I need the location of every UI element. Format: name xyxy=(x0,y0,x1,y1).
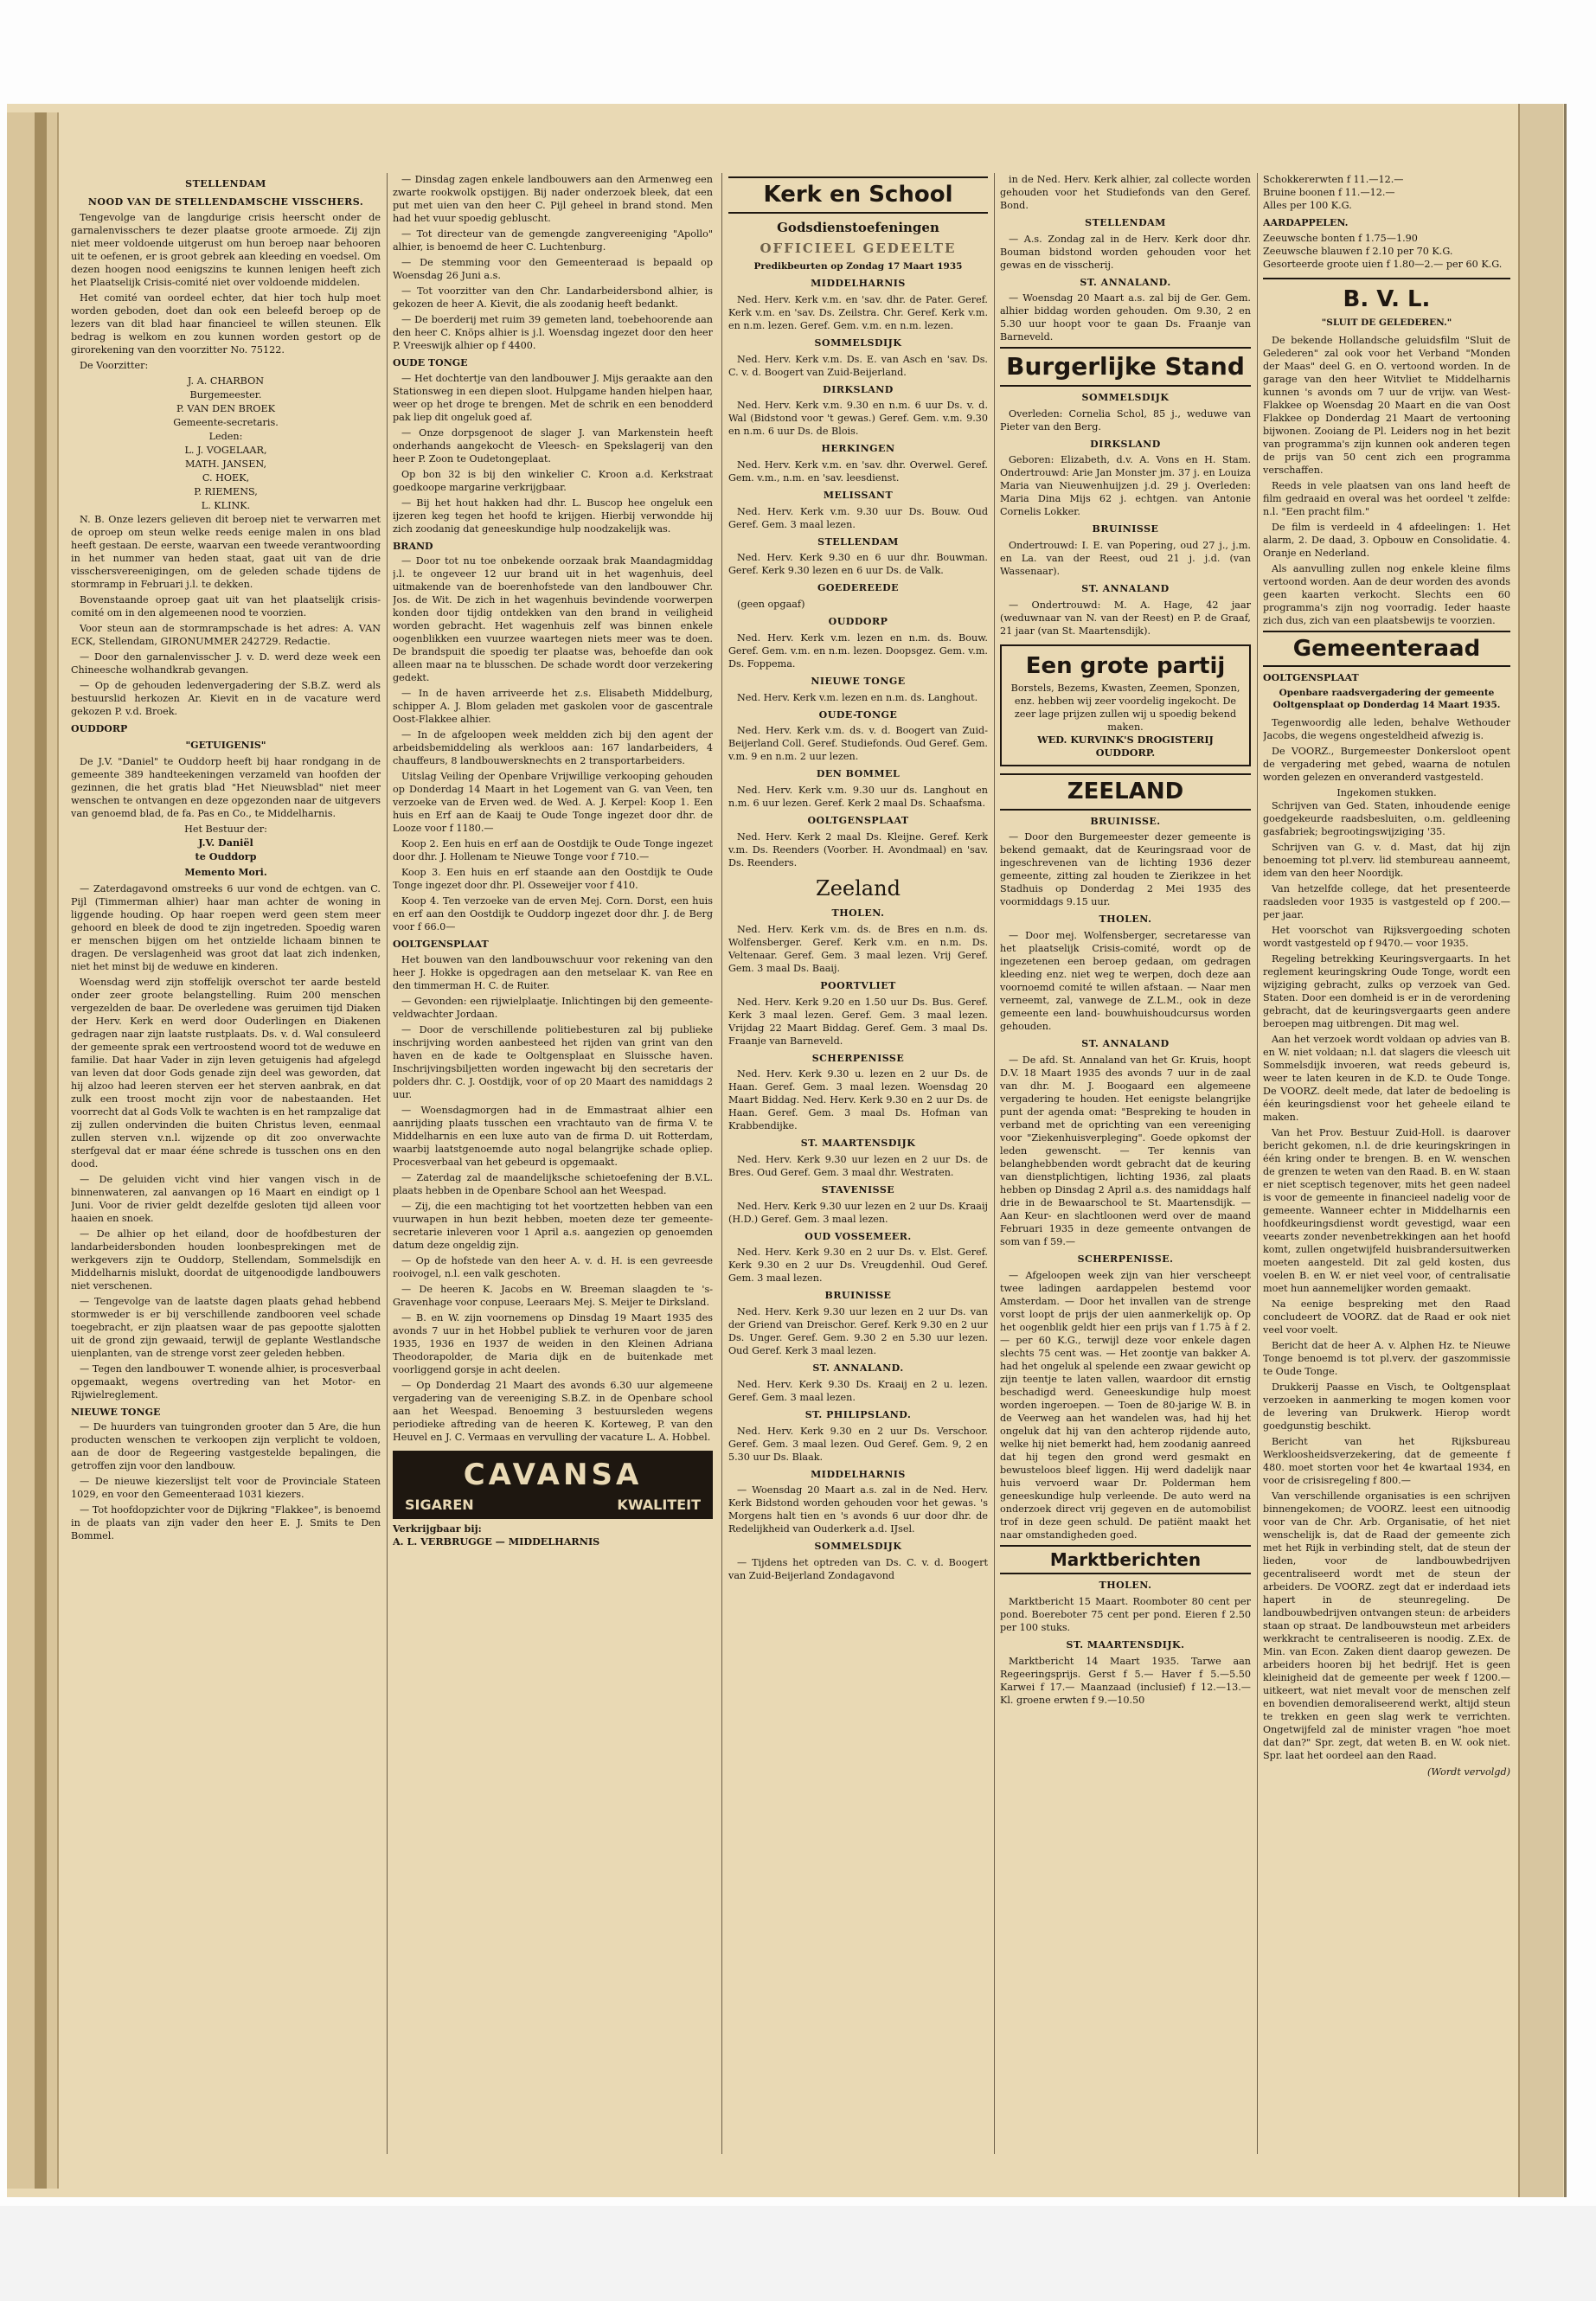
place-heading: THOLEN. xyxy=(1099,1580,1152,1592)
section-banner: ZEELAND xyxy=(1000,773,1251,811)
market-line: Bruine boonen f 11.—12.— xyxy=(1263,187,1395,198)
article-paragraph: Overleden: Cornelia Schol, 85 j., weduwe van Pieter van den Berg. xyxy=(1000,407,1251,433)
article-paragraph: Uitslag Veiling der Openbare Vrijwillige verkooping gehouden op Donderdag 14 Maart in het Logement van G. van Veen, ten verzoeke van de Erven wed. de Wed. A. J. Kerpel: Koop 1. Een huis en Erf aan de Kaaij te Oude Tonge ingezet door dhr. de Looze voor f 1180.— xyxy=(393,771,713,835)
place-heading: GOEDEREEDE xyxy=(817,582,900,594)
section-subtitle: Godsdienstoefeningen xyxy=(777,219,939,235)
church-list xyxy=(728,278,988,869)
signature-line: P. RIEMENS, xyxy=(194,486,258,498)
section-official: OFFICIEEL GEDEELTE xyxy=(760,240,957,256)
ad-dealer: A. L. VERBRUGGE — MIDDELHARNIS xyxy=(393,1535,600,1548)
article-paragraph: — De huurders van tuingronden grooter dan 5 Are, die hun producten wenschen te verkoopen zijn verplicht te voldoen, aan de door de Regeering vastgestelde bepalingen, die getroffen zijn voor den landbouw. xyxy=(71,1421,381,1472)
place-heading: MIDDELHARNIS xyxy=(811,1468,906,1480)
place-heading: OUDE-TONGE xyxy=(818,708,898,721)
article-paragraph: — Ondertrouwd: M. A. Hage, 42 jaar (weduwnaar van N. van der Reest) en P. de Graaf, 21 jaar (van St. Maartensdijk). xyxy=(1000,599,1251,637)
article-paragraph: Van hetzelfde college, dat het presenteerde raadsleden voor 1935 is vastgesteld op f 200.— per jaar. xyxy=(1263,883,1510,921)
place-heading: OUD VOSSEMEER. xyxy=(804,1230,912,1242)
region-heading: Zeeland xyxy=(816,875,901,901)
article-paragraph: De Voorzitter: xyxy=(80,360,149,372)
article-paragraph: — Het dochtertje van den landbouwer J. Mijs geraakte aan den Stationsweg in een diepen sloot. Hulpgame handen hielpen haar, weer op het droge te brengen. Met de schrik en een benodderd pak liep dit ongeluk goed af. xyxy=(393,372,713,423)
article-paragraph: Van het Prov. Bestuur Zuid-Holl. is daarover bericht gekomen, n.l. de drie keuringskringen in één kring onder te brengen. B. en W. wenschen de grenzen te weten van den Raad. B. en W. staan er niet sceptisch tegenover, mits het geen nadeel is voor de gemeente in financieel nadelig voor de gemeente. Wanneer echter in Middelharnis een hoofdkeuringsdienst wordt gevestigd, waar een veearts zonder nevenbetrekkingen aan het hoofd komt, zullen ongetwijfeld huisbrandersuitwerken moeten aangesteld. Dit zal geld kosten, dus voelen B. en W. er niet veel voor, of centralisatie moet hun aannemelijker worden gemaakt. xyxy=(1263,1127,1510,1295)
place-heading: BRUINISSE xyxy=(824,1290,892,1302)
article-paragraph: Schrijven van G. v. d. Mast, dat hij zijn benoeming tot pl.verv. lid stembureau aanneemt, idem van den heer Noordijk. xyxy=(1263,842,1510,880)
place-heading: OOLTGENSPLAAT xyxy=(1263,672,1359,684)
section-subtitle: "SLUIT DE GELEDEREN." xyxy=(1321,317,1452,328)
article-paragraph: De bekende Hollandsche geluidsfilm "Sluit de Gelederen" zal ook voor het Verband "Monden der Maas" deel G. en O. vertoond worden. In de garage van den heer Witvliet te Middelharnis kunnen 's avonds om 7 uur de vrijw. van West-Flakkee op Woensdag 20 Maart en die van Oost Flakkee op Donderdag 21 Maart de vertooning bijwonen. Zooiang de Pl. Leiders nog in het bezit van programma's zijn kunnen ook anderen tegen de prijs van 50 cent zich een programma verschaffen. xyxy=(1263,334,1510,476)
column-rule xyxy=(1257,173,1258,2154)
scan-bottom-margin xyxy=(0,2206,1596,2301)
article-paragraph: Ned. Herv. Kerk v.m. 9.30 uur ds. Langhout en n.m. 6 uur lezen. Geref. Kerk 2 maal Ds. Schaafsma. xyxy=(728,785,988,810)
place-heading: STAVENISSE xyxy=(821,1183,895,1195)
article-paragraph: Aan het verzoek wordt voldaan op advies van B. en W. niet voldaan; n.l. dat slagers die vleesch uit Sommelsdijk invoeren, wat reeds gebeurd is, weer te laten keuren in de K.D. te Oude Tonge. De VOORZ. deelt mede, dat later de bedoeling is één keuringsdienst voor het geheele eiland te maken. xyxy=(1263,1034,1510,1124)
place-heading: THOLEN. xyxy=(831,907,885,920)
article-paragraph: — Door de verschillende politiebesturen zal bij publieke inschrijving worden aanbesteed het rijden van grint van den haven en de kade te Ooltgensplaat en Sluissche haven. Inschrijvingsbiljetten worden ingewacht bij den secretaris der polders dhr. C. J. Oostdijk, voor of op 20 Maart des namiddags 2 uur. xyxy=(393,1024,713,1101)
article-paragraph: De film is verdeeld in 4 afdeelingen: 1. Het alarm, 2. De daad, 3. Opbouw en Consolidatie. 4. Oranje en Nederland. xyxy=(1263,521,1510,559)
place-heading: OUDDORP xyxy=(828,616,888,628)
article-paragraph: Op bon 32 is bij den winkelier C. Kroon a.d. Kerkstraat goedkoope margarine verkrijgbaar. xyxy=(393,468,713,493)
article-paragraph: Regeling betrekking Keuringsvergaarts. In het reglement keuringskring Oude Tonge, wordt een wijziging gebracht, zulks op verzoek van Ged. Staten. Door een domheid is er in de verordening gebracht, dat de keuringsvergaarts geen andere beroepen mag uitbrengen. Dit mag wel. xyxy=(1263,953,1510,1030)
article-paragraph: N. B. Onze lezers gelieven dit beroep niet te verwarren met de oproep om steun welke reeds eenige malen in ons blad heeft gestaan. De eerste, waarvan een tweede verantwoording in het nummer van heden staat, gaat uit van de drie visschersvereenigingen, om de geleden schade tijdens de stormramp in Februari j.l. te dekken. xyxy=(71,514,381,591)
place-heading: ST. ANNALAND. xyxy=(812,1362,904,1375)
signature-line: J.V. Daniël xyxy=(198,836,253,849)
article-paragraph: Drukkerij Paasse en Visch, te Ooltgensplaat verzoeken in aanmerking te mogen komen voor de levering van Drukwerk. Hierop wordt goedgunstig beschikt. xyxy=(1263,1381,1510,1433)
place-heading: OOLTGENSPLAAT xyxy=(807,815,909,827)
section-banner: Gemeenteraad xyxy=(1263,631,1510,668)
article-paragraph: Ned. Herv. Kerk 9.30 uur lezen en 2 uur Ds. van der Griend van Dreischor. Geref. Kerk 9.30 en 2 uur Ds. Unger. Geref. Gem. 9.30 2 en 5.30 uur lezen. Oud Geref. Kerk 3 maal lezen. xyxy=(728,1306,988,1357)
article-paragraph: Ned. Herv. Kerk v.m. ds. de Bres en n.m. ds. Wolfensberger. Geref. Kerk v.m. en n.m. Ds. Veltenaar. Geref. Gem. 3 maal lezen. Vrij Geref. Gem. 3 maal Ds. Baaij. xyxy=(728,923,988,974)
article-paragraph: — Dinsdag zagen enkele landbouwers aan den Armenweg een zwarte rookwolk opstijgen. Bij nader onderzoek bleek, dat een put met uien van den heer C. Pijl geheel in brand stond. Men had het vuur spoedig gebluscht. xyxy=(393,174,713,224)
market-line: Alles per 100 K.G. xyxy=(1263,200,1352,211)
section-banner: Kerk en School xyxy=(728,176,988,214)
ad-tagline xyxy=(396,1496,709,1514)
market-line: Zeeuwsche blauwen f 2.10 per 70 K.G. xyxy=(1263,245,1453,257)
ad-shop: WED. KURVINK'S DROGISTERIJ xyxy=(1037,733,1214,746)
article-paragraph: Van verschillende organisaties is een schrijven binnengekomen; de VOORZ. leest een uitnoodig voor van de Chr. Arb. Organisatie, of het niet wenschelijk is, dat de Raad der gemeente zich met het Rijk in verbinding stelt, dat de steun der lieden, voor de landbouwbedrijven gecentraliseerd wordt met de steun der arbeiders. De VOORZ. zegt dat er inderdaad iets hapert in de steunregeling. De landbouwbedrijven ontvangen steun: de arbeiders staan op straat. De landbouwsteun met arbeiders werkkracht te centraliseeren is noodig. Z.Ex. de Min. van Econ. Zaken dient daarop gewezen. De arbeiders hooren bij het bedrijf. Het is geen kleinigheid dat de gemeente per week f 1200.— uitkeert, wat niet mevalt voor de menschen zelf en bovendien demoraliseerend werkt, altijd steun te trekken en geen slag werk te verrichten. Ongetwijfeld zal de minister vragen "hoe moet dat dan?" Spr. zegt, dat weten B. en W. ook niet. Spr. laat het oordeel aan den Raad. xyxy=(1263,1490,1510,1762)
article-paragraph: Ned. Herv. Kerk 9.30 en 2 uur Ds. Verschoor. Geref. Gem. 3 maal lezen. Oud Geref. Gem. 9, 2 en 5.30 uur Ds. Blaak. xyxy=(728,1425,988,1463)
article-paragraph: — Op Donderdag 21 Maart des avonds 6.30 uur algemeene vergadering van de vereeniging S.B.Z. in de Openbare school aan het Weespad. Benoeming 3 bestuursleden wegens periodieke aftreding van de heeren K. Korteweg, P. van den Heuvel en J. C. Vermaas en vervulling der vacature L. A. Hobbel. xyxy=(393,1380,713,1444)
article-paragraph: — De boerderij met ruim 39 gemeten land, toebehoorende aan den heer C. Knöps alhier is j.l. Woensdag ingezet door den heer P. Vreeswijk alhier op f 4400. xyxy=(393,314,713,351)
article-paragraph: — B. en W. zijn voornemens op Dinsdag 19 Maart 1935 des avonds 7 uur in het Hobbel publiek te verhuren voor de jaren 1935, 1936 en 1937 de weiden in den Kleinen Adriana Theodorapolder, de Maria dijk en de buitenkade met voorliggend gorsje in acht deelen. xyxy=(393,1312,713,1376)
signature-line: Burgemeester. xyxy=(189,389,262,401)
place-heading: SCHERPENISSE xyxy=(811,1052,905,1064)
column-2 xyxy=(393,173,713,2154)
sermon-date: Predikbeurten op Zondag 17 Maart 1935 xyxy=(753,261,963,272)
ad-title: Een grote partij xyxy=(1025,652,1226,679)
article-paragraph: De VOORZ., Burgemeester Donkersloot opent de vergadering met gebed, waarna de notulen worden gelezen en onveranderd vastgesteld. xyxy=(1263,746,1510,784)
article-paragraph: — A.s. Zondag zal in de Herv. Kerk door dhr. Bouman bidstond worden gehouden voor het gewas en de visscherij. xyxy=(1000,233,1251,271)
signature-line: C. HOEK, xyxy=(202,472,250,484)
article-paragraph: — De geluiden vicht vind hier vangen visch in de binnenwateren, zal aanvangen op 16 Maart en eindigt op 1 Juni. Voor de rivier geldt dezelfde gesloten tijd alleen voor haaien en snoek. xyxy=(71,1173,381,1224)
ad-text: Borstels, Bezems, Kwasten, Zeemen, Sponzen, enz. hebben wij zeer voordelig ingekocht. De zeer lage prijzen zullen wij u spoedig bekend maken. xyxy=(1010,682,1240,733)
article-paragraph: Ned. Herv. Kerk 9.30 en 2 uur Ds. v. Elst. Geref. Kerk 9.30 en 2 uur Ds. Vreugdenhil. Oud Geref. Gem. 3 maal lezen. xyxy=(728,1247,988,1285)
signature-line: P. VAN DEN BROEK xyxy=(176,403,275,415)
article-title: Openbare raadsvergadering der gemeente Ooltgensplaat op Donderdag 14 Maart 1935. xyxy=(1272,688,1501,711)
column-4 xyxy=(1000,173,1251,2154)
section-banner: Marktberichten xyxy=(1000,1545,1251,1575)
place-heading: HERKINGEN xyxy=(821,443,895,455)
place-heading: STELLENDAM xyxy=(1085,217,1166,228)
divider xyxy=(1263,278,1510,279)
article-paragraph: Ned. Herv. Kerk v.m. ds. v. d. Boogert van Zuid-Beijerland Coll. Geref. Studiefonds. Oud Geref. Gem. v.m. 9 en n.m. 2 uur lezen. xyxy=(728,725,988,763)
article-paragraph: Ned. Herv. Kerk 9.30 uur lezen en 2 uur Ds. Kraaij (H.D.) Geref. Gem. 3 maal lezen. xyxy=(728,1200,988,1225)
signature-line: Leden: xyxy=(208,431,243,443)
article-paragraph: — Op de hofstede van den heer A. v. d. H. is een gevreesde rooivogel, n.l. een valk geschoten. xyxy=(393,1255,713,1280)
article-paragraph: Ondertrouwd: I. E. van Popering, oud 27 j., j.m. en La. van der Reest, oud 21 j. j.d. (van Wassenaar). xyxy=(1000,540,1251,578)
article-paragraph: — Tengevolge van de laatste dagen plaats gehad hebbend stormweder is er bij verschillende zandbooren veel schade toegebracht, er zijn plaatsen waar de pas gepootte sjalotten uit de grond zijn gewaaid, terwijl de geplante Westlandsche uienplanten, van de strenge vorst zeer geleden hebben. xyxy=(71,1295,381,1359)
place-heading: ST. ANNALAND. xyxy=(1080,276,1171,288)
article-paragraph: Marktbericht 15 Maart. Roomboter 80 cent per pond. Boereboter 75 cent per pond. Eieren f 2.50 per 100 stuks. xyxy=(1000,1596,1251,1634)
article-paragraph: Schrijven van Ged. Staten, inhoudende eenige goedgekeurde raadsbesluiten, o.m. geldleening gasfabriek; begrootingswijziging '35. xyxy=(1263,800,1510,838)
signature-line: Het Bestuur der: xyxy=(184,823,267,835)
article-title: "GETUIGENIS" xyxy=(185,740,266,752)
article-paragraph: Koop 2. Een huis en erf aan de Oostdijk te Oude Tonge ingezet door dhr. J. Hollenam te Nieuwe Tonge voor f 710.— xyxy=(393,838,713,863)
signature-line: J. A. CHARBON xyxy=(187,375,265,388)
ad-tagline-left: SIGAREN xyxy=(405,1496,474,1513)
place-heading: OOLTGENSPLAAT xyxy=(393,939,489,951)
place-heading: ST. PHILIPSLAND. xyxy=(804,1408,912,1420)
newspaper-content xyxy=(71,173,1511,2154)
place-heading: NIEUWE TONGE xyxy=(811,675,906,687)
place-heading: SOMMELSDIJK xyxy=(814,1541,902,1553)
article-paragraph: — Tijdens het optreden van Ds. C. v. d. Boogert van Zuid-Beijerland Zondagavond xyxy=(728,1557,988,1582)
article-paragraph: — In de haven arriveerde het z.s. Elisabeth Middelburg, schipper A. J. Blom geladen met gaskolen voor de gascentrale Oost-Flakkee alhier. xyxy=(393,688,713,726)
article-paragraph: — Tot directeur van de gemengde zangvereeniging "Apollo" alhier, is benoemd de heer C. Luchtenburg. xyxy=(393,228,713,253)
place-heading: POORTVLIET xyxy=(820,979,896,991)
article-paragraph: — Op de gehouden ledenvergadering der S.B.Z. werd als bestuurslid herkozen Ar. Kievit en in de vacature werd gekozen P. v.d. Broek. xyxy=(71,680,381,718)
place-heading: AARDAPPELEN. xyxy=(1263,217,1349,228)
column-rule xyxy=(721,173,722,2154)
subheading: Ingekomen stukken. xyxy=(1336,787,1437,799)
cigar-advertisement xyxy=(393,1451,713,1519)
article-paragraph: Koop 4. Ten verzoeke van de erven Mej. Corn. Dorst, een huis en erf aan den Oostdijk te Ouddorp ingezet door dhr. J. de Berg voor f 66.0— xyxy=(393,895,713,933)
signature-line: te Ouddorp xyxy=(195,849,257,862)
article-paragraph: — De afd. St. Annaland van het Gr. Kruis, hoopt D.V. 18 Maart 1935 des avonds 7 uur in de zaal van dhr. M. J. Boogaard een algemeene vergadering te houden. Het eenigste belangrijke punt der agenda omat: "Bespreking te houden in verband met de oprichting van een vereeniging voor "Ziekenhuisverpleging". Goede opkomst der leden gewenscht. — Ter kennis van belanghebbenden wordt gebracht dat de keuring van dienstplichtigen, lichting 1936, zal plaats hebben op Dinsdag 2 April a.s. des namiddags half drie in de Bewaarschool te St. Maartensdijk. — Aan Keur- en slachtloonen werd over de maand Februari 1935 in deze gemeente ontvangen de som van f 59.— xyxy=(1000,1054,1251,1247)
place-heading: MIDDELHARNIS xyxy=(811,278,906,290)
place-heading: DIRKSLAND xyxy=(823,383,894,395)
article-paragraph: Tegenwoordig alle leden, behalve Wethouder Jacobs, die wegens ongesteldheid afwezig is. xyxy=(1263,717,1510,742)
article-paragraph: Als aanvulling zullen nog enkele kleine films vertoond worden. Aan de deur worden des avonds geen kaarten verkocht. Slechts een 60 programma's zijn nog voorradig. Ieder haaste zich dus, zich van een plaatsbewijs te voorzien. xyxy=(1263,562,1510,626)
ad-tagline-right: KWALITEIT xyxy=(617,1496,701,1513)
article-title: Memento Mori. xyxy=(184,866,267,878)
place-heading: SOMMELSDIJK xyxy=(814,336,902,349)
article-paragraph: Ned. Herv. Kerk v.m. en 'sav. dhr. Overwel. Geref. Gem. v.m., n.m. en 'sav. leesdienst. xyxy=(728,459,988,484)
article-paragraph: — Door mej. Wolfensberger, secretaresse van het plaatselijk Crisis-comité, wordt op de ingezetenen een beroep gedaan, om gedragen kleeding enz. niet weg te werpen, doch deze aan voornoemd comité te willen afstaan. — Naar men verneemt, zal, vanwege de Z.L.M., ook in deze gemeente een land- bouwhuishoudcursus worden gehouden. xyxy=(1000,930,1251,1033)
section-banner: Burgerlijke Stand xyxy=(1000,347,1251,387)
place-heading: ST. MAARTENSDIJK xyxy=(800,1138,916,1150)
article-paragraph: Ned. Herv. Kerk 9.30 uur lezen en 2 uur Ds. de Bres. Oud Geref. Gem. 3 maal dhr. Westraten. xyxy=(728,1153,988,1178)
place-heading: ST. ANNALAND xyxy=(1081,1038,1170,1050)
article-paragraph: — Zij, die een machtiging tot het voortzetten hebben van een vuurwapen in hun bezit hebben, moeten deze ter gemeente-secretarie inleveren voor 1 April a.s. aangezien op genoemden datum deze ongeldig zijn. xyxy=(393,1201,713,1252)
article-paragraph: — Onze dorpsgenoot de slager J. van Markenstein heeft onderhands aangekocht de Vleesch- en Spekslagerij van den heer P. Zoon te Oudetongeplaat. xyxy=(393,426,713,465)
article-paragraph: Ned. Herv. Kerk 9.30 en 6 uur dhr. Bouwman. Geref. Kerk 9.30 lezen en 6 uur Ds. de Valk. xyxy=(728,552,988,577)
signature-line: Gemeente-secretaris. xyxy=(173,417,279,429)
place-heading: MELISSANT xyxy=(823,490,894,502)
article-paragraph: — Woensdag 20 Maart a.s. zal bij de Ger. Gem. alhier biddag worden gehouden. Om 9.30, 2 en 5.30 uur hoopt voor te gaan Ds. Fraanje van Barneveld. xyxy=(1000,292,1251,343)
binding-shadow xyxy=(35,112,47,2189)
section-banner: B. V. L. xyxy=(1343,285,1431,312)
article-paragraph: — Door den Burgemeester dezer gemeente is bekend gemaakt, dat de Keuringsraad voor de ingeschrevenen van de lichting 1936 dezer gemeente, zitting zal houden te Zierikzee in het Stadhuis op Donderdag 2 Mei 1935 des voormiddags 9.15 uur. xyxy=(1000,831,1251,908)
ad-brand: CAVANSA xyxy=(463,1458,643,1493)
place-heading: DEN BOMMEL xyxy=(816,768,901,780)
column-1 xyxy=(71,173,381,2154)
signature-line: L. KLINK. xyxy=(201,500,251,512)
article-paragraph: Het voorschot van Rijksvergoeding schoten wordt vastgesteld op f 9470.— voor 1935. xyxy=(1263,925,1510,950)
article-paragraph: Ned. Herv. Kerk 2 maal Ds. Kleijne. Geref. Kerk v.m. Ds. Reenders (Voorber. H. Avondmaal) en 'sav. Ds. Reenders. xyxy=(728,830,988,868)
article-paragraph: Voor steun aan de stormrampschade is het adres: A. VAN ECK, Stellendam, GIRONUMMER 242729. Redactie. xyxy=(71,623,381,648)
article-paragraph: Ned. Herv. Kerk 9.20 en 1.50 uur Ds. Bus. Geref. Kerk 3 maal lezen. Geref. Gem. 3 maal lezen. Vrijdag 22 Maart Biddag. Geref. Gem. 3 maal Ds. Fraanje van Barneveld. xyxy=(728,996,988,1047)
civil-registry-list xyxy=(1000,392,1251,638)
article-paragraph: — Zaterdag zal de maandelijksche schietoefening der B.V.L. plaats hebben in de Openbare School aan het Weespad. xyxy=(393,1172,713,1197)
article-title: NOOD VAN DE STELLENDAMSCHE VISSCHERS. xyxy=(87,195,364,208)
article-paragraph: Het comité van oordeel echter, dat hier toch hulp moet worden geboden, doet dan ook een beleefd beroep op de lezers van dit blad haar financieel te willen steunen. Elk bedrag is welkom en zou kunnen worden gestort op de girorekening van den voorzitter No. 75122. xyxy=(71,292,381,356)
article-paragraph: in de Ned. Herv. Kerk alhier, zal collecte worden gehouden voor het Studiefonds van den Geref. Bond. xyxy=(1000,174,1251,211)
market-line: Gesorteerde groote uien f 1.80—2.— per 60 K.G. xyxy=(1263,258,1503,270)
article-paragraph: Ned. Herv. Kerk 9.30 u. lezen en 2 uur Ds. de Haan. Geref. Gem. 3 maal lezen. Woensdag 20 Maart Biddag. Ned. Herv. Kerk 9.30 en 2 uur Ds. de Haan. Geref. Gem. 3 maal Ds. Hofman van Krabbendijke. xyxy=(728,1068,988,1132)
article-paragraph: Woensdag werd zijn stoffelijk overschot ter aarde besteld onder zeer groote belangstelling. Ruim 200 menschen vergezelden de baar. De overledene was geruimen tijd Diaken der Herv. Kerk en werd door Ouderlingen en Diakenen gedragen naar zijn laatste rustplaats. Ds. v. d. Wal consuleerd der gemeente sprak een vertroostend woord tot de weduwe en familie. Dat haar Vader in zijn leven getuigenis had afgelegd van leven dat door Gods genade zijn deel was geworden, dat hij alzoo had leeren sterven eer het sterven aanbrak, en dat zulk een troost mocht zijn voor de nabestaanden. Het voorrecht dat al Gods Volk te wachten is en het rampzalige dat zij zullen ondervinden die buiten Christus leven, eenmaal zullen sterven v.n.l. wijzende op dit zoo onverwachte sterfgeval dat er maar ééne schrede is tusschen ons en den dood. xyxy=(71,976,381,1170)
article-paragraph: — Woensdag 20 Maart a.s. zal in de Ned. Herv. Kerk Bidstond worden gehouden voor het gewas. 's Morgens halt tien en 's avonds 6 uur door dhr. de Redelijkheid van Ouderkerk a.d. IJsel. xyxy=(728,1484,988,1535)
zeeland-news-list xyxy=(1000,816,1251,1541)
place-heading: STELLENDAM xyxy=(185,178,266,189)
column-rule xyxy=(387,173,388,2154)
article-paragraph: — Door tot nu toe onbekende oorzaak brak Maandagmiddag j.l. te ongeveer 12 uur brand uit in het wagenhuis, deel uitmakende van de boerenhofstede van den landbouwer Chr. Jos. de Wit. De zich in het wagenhuis bevindende voorwerpen konden door tijdig ontdekken van den brand in veiligheid worden gebracht. Het wagenhuis zelf was binnen enkele oogenblikken een vuurzee waartegen niets meer was te doen. De brandspuit die spoedig ter plaatse was, behoefde dan ook alleen maar na te blusschen. De schade wordt door verzekering gedekt. xyxy=(393,555,713,684)
church-list-zeeland xyxy=(728,907,988,1582)
place-heading: STELLENDAM xyxy=(817,535,899,548)
place-heading: BRAND xyxy=(393,540,433,552)
place-heading: SCHERPENISSE. xyxy=(1077,1253,1174,1265)
place-heading: DIRKSLAND xyxy=(1090,438,1161,450)
ad-availability: Verkrijgbaar bij: xyxy=(393,1522,482,1535)
article-paragraph: Ned. Herv. Kerk v.m. en 'sav. dhr. de Pater. Geref. Kerk v.m. en 'sav. Ds. Zeilstra. Chr. Geref. Kerk v.m. en n.m. lezen. Geref. Gem. v.m. en n.m. lezen. xyxy=(728,293,988,331)
place-heading: ST. MAARTENSDIJK. xyxy=(1066,1639,1185,1651)
article-paragraph: Marktbericht 14 Maart 1935. Tarwe aan Regeeringsprijs. Gerst f 5.— Haver f 5.—5.50 Karwei f 17.— Maanzaad (inclusief) f 12.—13.— Kl. groene erwten f 9.—10.50 xyxy=(1000,1655,1251,1706)
place-heading: OUDDORP xyxy=(71,723,128,735)
place-heading: ST. ANNALAND xyxy=(1081,583,1170,595)
article-paragraph: De J.V. "Daniel" te Ouddorp heeft bij haar rondgang in de gemeente 389 handteekeningen verzameld van hoofden der gezinnen, die het gratis blad "Het Nieuwsblad" niet meer wenschen te ontvangen en deze opgezonden naar de uitgevers van genoemd blad, de fa. Pas en Co., te Middelharnis. xyxy=(71,755,381,819)
article-paragraph: Bericht dat de heer A. v. Alphen Hz. te Nieuwe Tonge benoemd is tot pl.verv. der gaszommissie te Oude Tonge. xyxy=(1263,1340,1510,1378)
article-paragraph: Ned. Herv. Kerk 9.30 Ds. Kraaij en 2 u. lezen. Geref. Gem. 3 maal lezen. xyxy=(728,1378,988,1403)
article-paragraph: Tengevolge van de langdurige crisis heerscht onder de garnalenvisschers te dezer plaatse groote armoede. Zij zijn niet meer voldoende uitgerust om hun beroep naar behooren uit te oefenen, er is groot gebrek aan kleeding en voedsel. Om dezen hoogen nood eenigszins te kunnen lenigen heeft zich het Plaatselijk Crisis-comité niet over voldoende middelen. xyxy=(71,212,381,289)
article-paragraph: Na eenige bespreking met den Raad concludeert de VOORZ. dat de Raad er ook niet veel voor voelt. xyxy=(1263,1298,1510,1336)
market-line: Zeeuwsche bonten f 1.75—1.90 xyxy=(1263,232,1418,244)
article-paragraph: Koop 3. Een huis en erf staande aan den Oostdijk te Oude Tonge ingezet door dhr. Pl. Osseweijer voor f 410. xyxy=(393,867,713,892)
article-paragraph: Reeds in vele plaatsen van ons land heeft de film gedraaid en overal was het oordeel 't zelfde: n.l. "Een pracht film." xyxy=(1263,479,1510,517)
place-heading: BRUINISSE xyxy=(1092,523,1159,535)
article-paragraph: — Zaterdagavond omstreeks 6 uur vond de echtgen. van C. Pijl (Timmerman alhier) haar man achter de woning in liggende houding. Op haar roepen werd geen stem meer gehoord en bleek de dood te zijn ingetreden. Spoedig waren er menschen bijgen om het ontzielde lichaam binnen te dragen. De verslagenheid was groot dat laat zich indenken, niet het minst bij de weduwe en kinderen. xyxy=(71,882,381,972)
article-paragraph: Ned. Herv. Kerk v.m. 9.30 en n.m. 6 uur Ds. v. d. Wal (Bidstond voor 't gewas.) Geref. Gem. v.m. 9.30 en n.m. 6 uur Ds. de Blois. xyxy=(728,400,988,438)
article-paragraph: Ned. Herv. Kerk v.m. lezen en n.m. ds. Bouw. Geref. Gem. v.m. en n.m. lezen. Doopsgez. Gem. v.m. Ds. Foppema. xyxy=(728,631,988,670)
article-paragraph: Het bouwen van den landbouwschuur voor rekening van den heer J. Hokke is opgedragen aan den metselaar K. van Ree en den timmerman H. C. de Ruiter. xyxy=(393,954,713,992)
article-paragraph: — De alhier op het eiland, door de hoofdbesturen der landarbeidersbonden houden loonbesprekingen met de werkgevers zijn te Ouddorp, Stellendam, Sommelsdijk en Middelharnis mislukt, doordat de uitgenoodigde landbouwers niet verschenen. xyxy=(71,1227,381,1292)
article-paragraph: — De stemming voor den Gemeenteraad is bepaald op Woensdag 26 Juni a.s. xyxy=(393,257,713,281)
drugstore-advertisement xyxy=(1000,644,1251,766)
column-5 xyxy=(1263,173,1510,2154)
article-paragraph: — Tot hoofdopzichter voor de Dijkring "Flakkee", is benoemd in de plaats van zijn vader den heer E. J. Smits te Den Bommel. xyxy=(71,1504,381,1542)
article-paragraph: (geen opgaaf) xyxy=(737,599,805,611)
binding-spine xyxy=(7,112,59,2189)
article-paragraph: — Tot voorzitter van den Chr. Landarbeidersbond alhier, is gekozen de heer A. Kievit, die als zoodanig heeft bedankt. xyxy=(393,285,713,310)
article-paragraph: Ned. Herv. Kerk v.m. 9.30 uur Ds. Bouw. Oud Geref. Gem. 3 maal lezen. xyxy=(728,505,988,530)
column-rule xyxy=(994,173,995,2154)
column-3 xyxy=(728,173,988,2154)
article-paragraph: — Afgeloopen week zijn van hier verscheept twee ladingen aardappelen bestemd voor Amsterdam. — Door het invallen van de strenge vorst loopt de prijs der uien aanmerkelijk op. Op het oogenblik geldt hier een prijs van f 1.75 à f 2.— per 60 K.G., terwijl deze voor enkele dagen slechts 75 cent was. — Het zoontje van bakker A. had het ongeluk al spelende een zwaar gewicht op zijn teentje te laten vallen, waardoor dit ernstig beschadigd werd. Geneeskundige hulp moest worden ingeroepen. — Toen de 80-jarige W. B. in de Veerweg aan het wandelen was, had hij het ongeluk dat hij van den achterop rijdende auto, welke hij niet bemerkt had, hem zoodanig aanreed dat hij tegen den grond werd gesmakt en bewusteloos bleef liggen. Hij werd dadelijk naar huis vervoerd waar Dr. Polderman hem geneeskundige hulp verleende. De auto werd na onderzoek direct vrij gegeven en de automobilist trof in deze geen schuld. De patiënt maakt het naar omstandigheden goed. xyxy=(1000,1269,1251,1541)
article-paragraph: — Woensdagmorgen had in de Emmastraat alhier een aanrijding plaats tusschen een vrachtauto van de firma V. te Middelharnis en een luxe auto van de firma D. uit Rotterdam, waarbij laatstgenoemde auto nogal belangrijke schade opliep. Procesverbaal van het gebeurd is opgemaakt. xyxy=(393,1105,713,1169)
signature-line: MATH. JANSEN, xyxy=(184,458,267,471)
article-paragraph: — Gevonden: een rijwielplaatje. Inlichtingen bij den gemeente-veldwachter Jordaan. xyxy=(393,996,713,1021)
article-paragraph: — De heeren K. Jacobs en W. Breeman slaagden te 's-Gravenhage voor conpuse, Leeraars Mej. S. Meijer te Dirksland. xyxy=(393,1284,713,1309)
page-edge xyxy=(1518,104,1563,2197)
article-paragraph: Ned. Herv. Kerk v.m. Ds. E. van Asch en 'sav. Ds. C. v. d. Boogert van Zuid-Beijerland. xyxy=(728,353,988,378)
article-paragraph: Bovenstaande oproep gaat uit van het plaatselijk crisis-comité om in den algemeenen nood te voorzien. xyxy=(71,594,381,619)
article-paragraph: — In de afgeloopen week meldden zich bij den agent der arbeidsbemiddeling als werkloos aan: 167 landarbeiders, 4 chauffeurs, 8 landbouwersknechts en 2 transportarbeiders. xyxy=(393,729,713,767)
place-heading: OUDE TONGE xyxy=(393,357,468,369)
market-line: Schokkererwten f 11.—12.— xyxy=(1263,174,1404,185)
market-list xyxy=(1000,1580,1251,1706)
ad-town: OUDDORP. xyxy=(1095,746,1156,759)
place-heading: NIEUWE TONGE xyxy=(71,1406,161,1418)
article-paragraph: — Tegen den landbouwer T. wonende alhier, is procesverbaal opgemaakt, wegens overtreding van het Motor- en Rijwielreglement. xyxy=(71,1362,381,1400)
article-paragraph: Ned. Herv. Kerk v.m. lezen en n.m. ds. Langhout. xyxy=(737,691,978,703)
place-heading: BRUINISSE. xyxy=(1090,815,1161,827)
place-heading: SOMMELSDIJK xyxy=(1081,391,1170,403)
article-paragraph: — Door den garnalenvisscher J. v. D. werd deze week een Chineesche wolhandkrab gevangen. xyxy=(71,651,381,676)
article-paragraph: — Bij het hout hakken had dhr. L. Buscop hee ongeluk een ijzeren keg tegen het hoofd te krijgen. Hierbij verwondde hij zich zoodanig dat geneeskundige hulp noodzakelijk was. xyxy=(393,497,713,535)
article-paragraph: — De nieuwe kiezerslijst telt voor de Provinciale Stateen 1029, en voor den Gemeenteraad 1031 kiezers. xyxy=(71,1476,381,1501)
signature-line: L. J. VOGELAAR, xyxy=(184,445,267,457)
article-paragraph: Bericht van het Rijksbureau Werkloosheidsverzekering, dat de gemeente f 480. moet storten voor het 4e kwartaal 1934, en voor de crisisregeling f 800.— xyxy=(1263,1436,1510,1487)
article-paragraph: Geboren: Elizabeth, d.v. A. Vons en H. Stam. Ondertrouwd: Arie Jan Monster jm. 37 j. en Louiza Maria van Nieuwenhuijzen j.d. 29 j. Overleden: Maria Dina Mijs 62 j. echtgen. van Antonie Cornelis Lokker. xyxy=(1000,454,1251,518)
place-heading: THOLEN. xyxy=(1099,913,1152,926)
continued-note: (Wordt vervolgd) xyxy=(1426,1766,1510,1779)
